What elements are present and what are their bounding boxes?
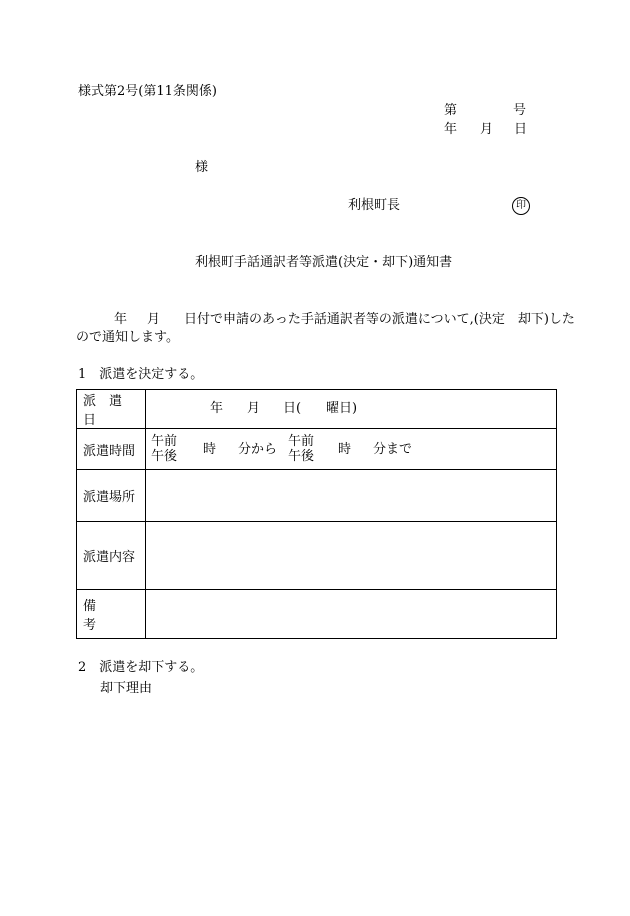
body-line1: 日付で申請のあった手話通訳者等の派遣について,(決定 却下)した [184,312,575,327]
date-weekday: 曜日) [326,401,358,416]
date-month: 月 [247,401,261,416]
dispatch-table [76,389,557,639]
section1-heading: 1 派遣を決定する。 [78,367,204,382]
start-hour: 時 [203,442,217,457]
issue-date-year: 年 [444,122,458,137]
section2-heading: 2 派遣を却下する。 [78,660,204,675]
doc-number-suffix: 号 [513,103,527,118]
content-label: 派遣内容 [83,550,136,565]
content-value-cell [146,522,557,590]
issue-date-month: 月 [480,122,494,137]
end-am: 午前 [288,434,315,449]
start-ampm [151,434,177,464]
rejection-reason-label: 却下理由 [100,681,153,696]
body-line2: ので通知します。 [76,330,179,345]
end-hour: 時 [338,442,352,457]
date-label-cell [77,390,146,429]
remarks-label: 備 考 [83,599,136,633]
doc-number-prefix: 第 [444,103,458,118]
date-day: 日( [283,401,302,416]
start-minute-from: 分から [238,442,278,457]
end-minute-until: 分まで [373,442,413,457]
place-value-cell [146,470,557,522]
date-year: 年 [210,401,224,416]
time-label: 派遣時間 [83,443,136,459]
start-am: 午前 [151,434,178,449]
seal-icon: 印 [512,197,530,215]
form-number: 様式第2号(第11条関係) [78,84,217,99]
content-label-cell [77,522,146,590]
end-ampm [288,434,314,464]
remarks-label-cell [77,590,146,639]
issue-date-day: 日 [514,122,528,137]
body-month: 月 [147,312,161,327]
body-year: 年 [114,312,128,327]
remarks-value-cell [146,590,557,639]
end-pm: 午後 [288,449,315,464]
time-value-cell [146,429,557,470]
start-pm: 午後 [151,449,178,464]
seal-mark [512,197,530,215]
recipient-honorific: 様 [195,160,209,175]
time-label-cell [77,429,146,470]
issuer-name: 利根町長 [348,198,401,213]
place-label: 派遣場所 [83,490,136,505]
place-label-cell [77,470,146,522]
document-title: 利根町手話通訳者等派遣(決定・却下)通知書 [195,255,453,270]
date-label: 派 遣 日 [83,394,136,428]
date-value-cell [146,390,557,429]
